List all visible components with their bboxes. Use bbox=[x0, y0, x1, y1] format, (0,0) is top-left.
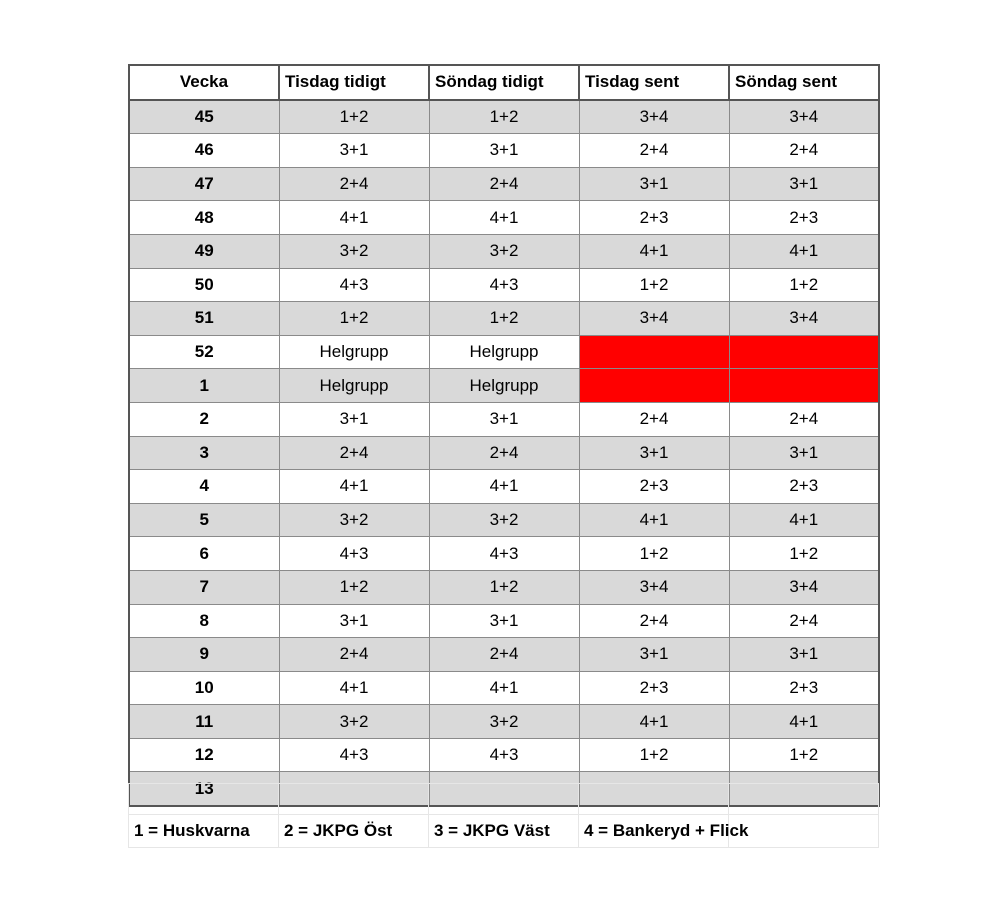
table-row bbox=[129, 201, 879, 235]
week-cell: 45 bbox=[129, 100, 279, 134]
table-row bbox=[129, 134, 879, 168]
group-cell bbox=[729, 335, 879, 369]
group-cell: 1+2 bbox=[429, 100, 579, 134]
group-cell: 2+4 bbox=[279, 436, 429, 470]
group-cell: 3+1 bbox=[279, 402, 429, 436]
group-cell bbox=[729, 369, 879, 403]
header-week: Vecka bbox=[129, 65, 279, 100]
legend-item: 3 = JKPG Väst bbox=[429, 815, 579, 848]
group-cell: 3+2 bbox=[429, 234, 579, 268]
table-row bbox=[129, 369, 879, 403]
blank-cell bbox=[429, 784, 579, 815]
group-cell: 3+2 bbox=[429, 705, 579, 739]
group-cell: 2+3 bbox=[729, 201, 879, 235]
group-cell: 1+2 bbox=[579, 268, 729, 302]
header-sondag-sent: Söndag sent bbox=[729, 65, 879, 100]
week-cell: 13 bbox=[129, 772, 279, 806]
group-cell: 2+4 bbox=[579, 604, 729, 638]
blank-cell bbox=[729, 784, 879, 815]
group-cell: 4+1 bbox=[729, 705, 879, 739]
group-cell: 2+4 bbox=[729, 604, 879, 638]
table-row bbox=[129, 167, 879, 201]
group-cell: 3+1 bbox=[279, 134, 429, 168]
group-cell: 3+4 bbox=[579, 570, 729, 604]
group-cell: 3+1 bbox=[429, 134, 579, 168]
legend-row bbox=[129, 815, 879, 848]
group-cell: 4+1 bbox=[429, 671, 579, 705]
group-cell: Helgrupp bbox=[429, 369, 579, 403]
group-cell bbox=[579, 369, 729, 403]
week-cell: 48 bbox=[129, 201, 279, 235]
blank-cell bbox=[129, 784, 279, 815]
group-cell: 2+4 bbox=[429, 167, 579, 201]
header-tisdag-sent: Tisdag sent bbox=[579, 65, 729, 100]
table-row bbox=[129, 436, 879, 470]
group-cell: 2+3 bbox=[729, 671, 879, 705]
week-cell: 5 bbox=[129, 503, 279, 537]
group-cell: 3+4 bbox=[729, 100, 879, 134]
table-row bbox=[129, 738, 879, 772]
group-cell: 1+2 bbox=[429, 302, 579, 336]
group-cell: 3+1 bbox=[579, 436, 729, 470]
group-cell: 3+4 bbox=[579, 302, 729, 336]
group-cell: 3+1 bbox=[729, 638, 879, 672]
week-cell: 4 bbox=[129, 470, 279, 504]
group-cell: 2+3 bbox=[579, 201, 729, 235]
table-row bbox=[129, 268, 879, 302]
week-cell: 11 bbox=[129, 705, 279, 739]
table-row bbox=[129, 470, 879, 504]
group-cell: 1+2 bbox=[729, 537, 879, 571]
table-row bbox=[129, 537, 879, 571]
group-cell: 2+3 bbox=[579, 671, 729, 705]
week-cell: 1 bbox=[129, 369, 279, 403]
group-cell: 4+3 bbox=[429, 738, 579, 772]
week-cell: 2 bbox=[129, 402, 279, 436]
week-cell: 51 bbox=[129, 302, 279, 336]
schedule-table bbox=[128, 64, 880, 807]
group-cell: 3+4 bbox=[729, 570, 879, 604]
group-cell bbox=[579, 335, 729, 369]
group-cell: 3+1 bbox=[729, 436, 879, 470]
group-cell: 2+4 bbox=[579, 134, 729, 168]
group-cell: 1+2 bbox=[279, 100, 429, 134]
table-row bbox=[129, 302, 879, 336]
header-sondag-tidigt: Söndag tidigt bbox=[429, 65, 579, 100]
week-cell: 7 bbox=[129, 570, 279, 604]
week-cell: 10 bbox=[129, 671, 279, 705]
header-tisdag-tidigt: Tisdag tidigt bbox=[279, 65, 429, 100]
group-cell: 4+1 bbox=[729, 503, 879, 537]
week-cell: 50 bbox=[129, 268, 279, 302]
group-cell: 3+2 bbox=[429, 503, 579, 537]
group-cell: 4+1 bbox=[579, 503, 729, 537]
table-row bbox=[129, 402, 879, 436]
group-cell: 2+4 bbox=[279, 167, 429, 201]
table-row bbox=[129, 604, 879, 638]
group-cell: Helgrupp bbox=[279, 369, 429, 403]
group-cell: 1+2 bbox=[579, 738, 729, 772]
table-row bbox=[129, 671, 879, 705]
group-cell: 4+3 bbox=[279, 738, 429, 772]
table-row bbox=[129, 100, 879, 134]
week-cell: 49 bbox=[129, 234, 279, 268]
group-cell: 3+2 bbox=[279, 705, 429, 739]
week-cell: 3 bbox=[129, 436, 279, 470]
week-cell: 9 bbox=[129, 638, 279, 672]
group-cell: 3+1 bbox=[279, 604, 429, 638]
group-cell: 2+4 bbox=[579, 402, 729, 436]
group-cell: 1+2 bbox=[429, 570, 579, 604]
group-cell: Helgrupp bbox=[279, 335, 429, 369]
table-row bbox=[129, 638, 879, 672]
week-cell: 52 bbox=[129, 335, 279, 369]
group-cell: 4+3 bbox=[279, 537, 429, 571]
blank-cell bbox=[279, 784, 429, 815]
group-cell: 2+4 bbox=[429, 436, 579, 470]
group-cell: 2+4 bbox=[729, 402, 879, 436]
group-cell: 4+1 bbox=[579, 234, 729, 268]
group-cell: 4+1 bbox=[279, 470, 429, 504]
group-cell: 1+2 bbox=[279, 302, 429, 336]
table-row bbox=[129, 335, 879, 369]
group-cell: 4+1 bbox=[729, 234, 879, 268]
group-cell: 3+1 bbox=[429, 402, 579, 436]
group-cell: 1+2 bbox=[729, 268, 879, 302]
week-cell: 46 bbox=[129, 134, 279, 168]
group-cell: 4+3 bbox=[279, 268, 429, 302]
week-cell: 47 bbox=[129, 167, 279, 201]
table-row bbox=[129, 503, 879, 537]
table-row bbox=[129, 234, 879, 268]
legend-item: 2 = JKPG Öst bbox=[279, 815, 429, 848]
table-row bbox=[129, 705, 879, 739]
group-cell: 3+1 bbox=[429, 604, 579, 638]
legend-table bbox=[128, 783, 879, 848]
week-cell: 8 bbox=[129, 604, 279, 638]
group-cell: 3+2 bbox=[279, 503, 429, 537]
group-cell: Helgrupp bbox=[429, 335, 579, 369]
group-cell: 2+4 bbox=[729, 134, 879, 168]
group-cell: 4+1 bbox=[579, 705, 729, 739]
group-cell: 3+1 bbox=[579, 638, 729, 672]
group-cell: 4+1 bbox=[429, 201, 579, 235]
group-cell: 2+3 bbox=[729, 470, 879, 504]
group-cell: 4+1 bbox=[279, 201, 429, 235]
table-row bbox=[129, 570, 879, 604]
legend-item: 4 = Bankeryd + Flick bbox=[579, 815, 729, 848]
group-cell: 3+1 bbox=[729, 167, 879, 201]
header-row bbox=[129, 65, 879, 100]
group-cell: 3+4 bbox=[729, 302, 879, 336]
group-cell: 1+2 bbox=[579, 537, 729, 571]
group-cell: 4+1 bbox=[429, 470, 579, 504]
blank-row bbox=[129, 784, 879, 815]
week-cell: 12 bbox=[129, 738, 279, 772]
blank-cell bbox=[579, 784, 729, 815]
group-cell: 1+2 bbox=[279, 570, 429, 604]
group-cell: 3+1 bbox=[579, 167, 729, 201]
group-cell: 4+3 bbox=[429, 268, 579, 302]
group-cell: 2+4 bbox=[429, 638, 579, 672]
group-cell: 3+4 bbox=[579, 100, 729, 134]
group-cell: 1+2 bbox=[729, 738, 879, 772]
legend-item: 1 = Huskvarna bbox=[129, 815, 279, 848]
group-cell: 2+3 bbox=[579, 470, 729, 504]
week-cell: 6 bbox=[129, 537, 279, 571]
group-cell: 4+1 bbox=[279, 671, 429, 705]
legend-item bbox=[729, 815, 879, 848]
group-cell: 4+3 bbox=[429, 537, 579, 571]
group-cell: 2+4 bbox=[279, 638, 429, 672]
group-cell: 3+2 bbox=[279, 234, 429, 268]
